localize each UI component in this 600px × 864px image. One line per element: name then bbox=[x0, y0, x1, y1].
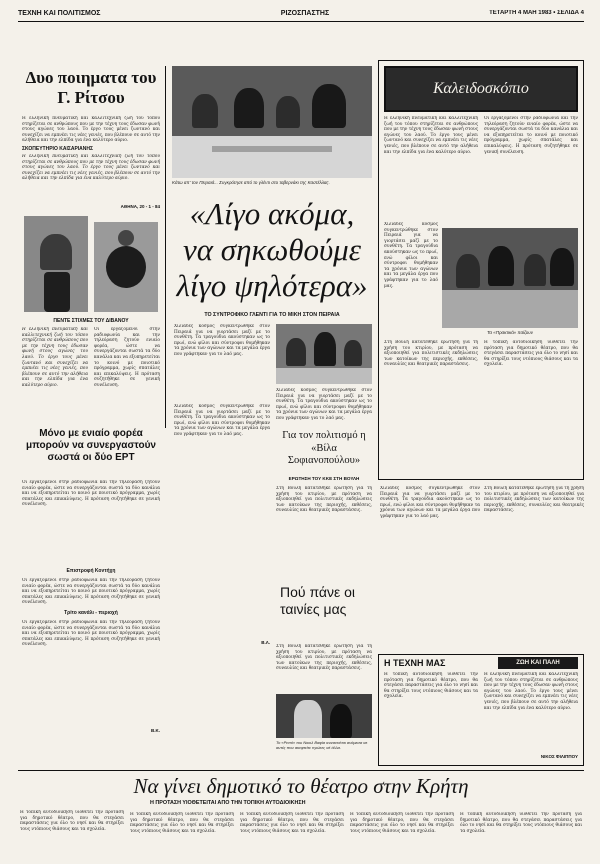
kaleidoscope-text-1: Η ελληνική πνευματική και καλλιτεχνική ζωή του τόπου στηρίζεται σε ανθρώπους που με την τέχνη τους έδωσαν φωνή στους αγώνες του λαού. Το έργο τους μένει ζωντανό και συνεχίζει να εμπνέει τις νέες γενιές, που βλέπουν σε αυτό την αλήθεια και την ελπίδα για ένα καλύτερο αύριο. bbox=[384, 116, 478, 155]
kaleidoscope-text-3: Χιλιάδες κόσμος συγκεντρώθηκε στον Πειραιά για να γιορτάσει μαζί με το συνθέτη. Τα τραγούδια ακούστηκαν ως το πρωί, ενώ φίλοι και σύντροφοι θυμήθηκαν τα χρόνια των αγώνων και τα μεγάλα έργα που γράφτηκαν για το λαό μας. bbox=[384, 222, 438, 289]
crete-text-5: Η τοπική αυτοδιοίκηση υιοθετεί την πρόταση για δημοτικό θέατρο, που θα στεγάσει παραστάσεις για όλο το νησί και θα στηρίξει τους ντόπιους θιάσους και τα σχολεία. bbox=[460, 812, 582, 834]
right-text-2: Στη Βουλή κατατέθηκε ερώτηση για τη χρήση του κτιρίου, με πρόταση να αξιοποιηθεί για πολιτιστικές εκδηλώσεις των κατοίκων της περιοχής, εκθέσεις, συναυλίες και θεατρικές παραστάσεις. bbox=[484, 486, 584, 514]
crete-subhead: Η ΠΡΟΤΑΣΗ ΥΙΟΘΕΤΕΙΤΑΙ ΑΠΟ ΤΗΝ ΤΟΠΙΚΗ ΑΥΤΟΔΙΟΙΚΗΣΗ bbox=[150, 800, 306, 806]
ert-text-1: Οι εργαζόμενοι στην ραδιοφωνία και την τηλεόραση ζητούν ενιαίο φορέα, ώστε να συνεργάζονται σωστά τα δύο κανάλια και να εξυπηρετείται το κοινό με ποιοτικό πρόγραμμα, χωρίς σπατάλες και επικαλύψεις. Η πρόταση συζητήθηκε σε γενική συνέλευση. bbox=[22, 480, 160, 508]
theodorakis-headline: «Λίγο ακόμα, να σηκωθούμε λίγο ψηλότερα» bbox=[176, 196, 368, 303]
kaleidoscope-title: Καλειδοσκόπιο bbox=[433, 80, 529, 97]
kaleidoscope-photo bbox=[442, 228, 578, 328]
ritsos-portrait bbox=[24, 216, 88, 312]
sofianopoulou-title: Για τον πολιτισμό η «Βίλα Σοφιανοπούλου» bbox=[282, 430, 366, 466]
tainies-photo bbox=[276, 694, 372, 738]
ert-sign: Β.Κ. bbox=[151, 728, 160, 733]
ert-sub1: Επιστροφή Κοντήχη bbox=[66, 568, 116, 574]
kaleidoscope-photo-caption: Τα «Πρακτικά» παίζουν bbox=[487, 330, 533, 335]
header-section: ΤΕΧΝΗ ΚΑΙ ΠΟΛΙΤΙΣΜΟΣ bbox=[18, 10, 101, 17]
tainies-text: Στη Βουλή κατατέθηκε ερώτηση για τη χρήση του κτιρίου, με πρόταση να αξιοποιηθεί για πολιτιστικές εκδηλώσεις των κατοίκων της περιοχής, εκθέσεις, συναυλίες και θεατρικές παραστάσεις. bbox=[276, 644, 372, 672]
techni-mas-text-1: Η τοπική αυτοδιοίκηση υιοθετεί την πρόταση για δημοτικό θέατρο, που θα στεγάσει παραστάσεις για όλο το νησί και θα στηρίξει τους ντόπιους θιάσους και τα σχολεία. bbox=[384, 672, 478, 700]
crete-headline: Να γίνει δημοτικό το θέατρο στην Κρήτη bbox=[133, 774, 469, 798]
theodorakis-photo-2 bbox=[276, 324, 372, 384]
sofianopoulou-text: Στη Βουλή κατατέθηκε ερώτηση για τη χρήση του κτιρίου, με πρόταση να αξιοποιηθεί για πολιτιστικές εκδηλώσεις των κατοίκων της περιοχής, εκθέσεις, συναυλίες και θεατρικές παραστάσεις. bbox=[276, 486, 372, 514]
kaleidoscope-text-5: Η τοπική αυτοδιοίκηση υιοθετεί την πρόταση για δημοτικό θέατρο, που θα στεγάσει παραστάσεις για όλο το νησί και θα στηρίξει τους ντόπιους θιάσους και τα σχολεία. bbox=[484, 340, 578, 368]
techni-mas-stamp: ΖΩΗ ΚΑΙ ΠΑΛΗ bbox=[498, 657, 578, 669]
theodorakis-text-3: Χιλιάδες κόσμος συγκεντρώθηκε στον Πειραιά για να γιορτάσει μαζί με το συνθέτη. Τα τραγούδια ακούστηκαν ως το πρωί, ενώ φίλοι και σύντροφοι θυμήθηκαν τα χρόνια των αγώνων και τα μεγάλα έργα που γράφτηκαν για το λαό μας. bbox=[174, 404, 270, 437]
crete-text-2: Η τοπική αυτοδιοίκηση υιοθετεί την πρόταση για δημοτικό θέατρο, που θα στεγάσει παραστάσεις για όλο το νησί και θα στηρίξει τους ντόπιους θιάσους και τα σχολεία. bbox=[130, 812, 234, 834]
ritsos-poem2-title: ΠΕΝΤΕ ΣΤΙΧΜΕΣ ΤΟΥ ΔΙΒΑΝΟΥ bbox=[53, 318, 129, 324]
ritsos-title: Δυο ποιηματα του Γ. Ρίτσου bbox=[25, 68, 157, 107]
theodorakis-sign: Β.Λ. bbox=[261, 640, 270, 645]
techni-mas-sign: ΝΙΚΟΣ ΦΙΛΙΠΠΟΥ bbox=[540, 754, 578, 759]
tainies-title: Πού πάνε οι ταινίες μας bbox=[280, 584, 356, 617]
ritsos-sculpture bbox=[94, 222, 158, 312]
ritsos-poem2-text: Η ελληνική πνευματική και καλλιτεχνική ζωή του τόπου στηρίζεται σε ανθρώπους που με την τέχνη τους έδωσαν φωνή στους αγώνες του λαού. Το έργο τους μένει ζωντανό και συνεχίζει να εμπνέει τις νέες γενιές, που βλέπουν σε αυτό την αλήθεια και την ελπίδα για ένα καλύτερο αύριο. bbox=[22, 327, 88, 388]
crete-text-1: Η τοπική αυτοδιοίκηση υιοθετεί την πρόταση για δημοτικό θέατρο, που θα στεγάσει παραστάσεις για όλο το νησί και θα στηρίξει τους ντόπιους θιάσους και τα σχολεία. bbox=[20, 810, 124, 832]
crete-rule bbox=[18, 770, 584, 771]
kaleidoscope-text-4: Στη Βουλή κατατέθηκε ερώτηση για τη χρήση του κτιρίου, με πρόταση να αξιοποιηθεί για πολιτιστικές εκδηλώσεις των κατοίκων της περιοχής, εκθέσεις, συναυλίες και θεατρικές παραστάσεις. bbox=[384, 340, 478, 368]
theodorakis-text-1: Χιλιάδες κόσμος συγκεντρώθηκε στον Πειραιά για να γιορτάσει μαζί με το συνθέτη. Τα τραγούδια ακούστηκαν ως το πρωί, ενώ φίλοι και σύντροφοι θυμήθηκαν τα χρόνια των αγώνων και τα μεγάλα έργα που γράφτηκαν για το λαό μας. bbox=[174, 324, 270, 357]
crete-text-4: Η τοπική αυτοδιοίκηση υιοθετεί την πρόταση για δημοτικό θέατρο, που θα στεγάσει παραστάσεις για όλο το νησί και θα στηρίξει τους ντόπιους θιάσους και τα σχολεία. bbox=[350, 812, 454, 834]
header-paper: ΡΙΖΟΣΠΑΣΤΗΣ bbox=[280, 10, 330, 17]
techni-mas-title: Η ΤΕΧΝΗ ΜΑΣ bbox=[384, 658, 446, 668]
ritsos-poem1-title: ΣΚΟΠΕΥΤΗΡΙΟ ΚΑΙΣΑΡΙΑΝΗΣ bbox=[22, 146, 93, 152]
ert-text-2: Οι εργαζόμενοι στην ραδιοφωνία και την τηλεόραση ζητούν ενιαίο φορέα, ώστε να συνεργάζονται σωστά τα δύο κανάλια και να εξυπηρετείται το κοινό με ποιοτικό πρόγραμμα, χωρίς σπατάλες και επικαλύψεις. Η πρόταση συζητήθηκε σε γενική συνέλευση. bbox=[22, 578, 160, 606]
tainies-photo-caption: Το «Ρεπό» του Νικολ Βαφία συναντιέται ανάμεσα σε αυτές που σκεφτείτε πρώτες σέ άλλα. bbox=[276, 740, 368, 750]
theodorakis-subhead: ΤΟ ΣΥΝΤΡΟΦΙΚΟ ΓΛΕΝΤΙ ΓΙΑ ΤΟ ΜΙΚΗ ΣΤΟΝ ΠΕΙΡΑΙΑ bbox=[204, 312, 340, 318]
sofianopoulou-subhead: ΕΡΩΤΗΣΗ ΤΟΥ ΚΚΕ ΣΤΗ ΒΟΥΛΗ bbox=[288, 476, 360, 481]
ert-sub2: Τρίτο κανάλι - περιοχή bbox=[64, 610, 118, 616]
ert-title: Μόνο με ενιαίο φορέα μπορούν να συνεργαστούν σωστά οι δύο ΕΡΤ bbox=[26, 428, 156, 463]
ritsos-intro: Η ελληνική πνευματική και καλλιτεχνική ζωή του τόπου στηρίζεται σε ανθρώπους που με την τέχνη τους έδωσαν φωνή στους αγώνες του λαού. Το έργο τους μένει ζωντανό και συνεχίζει να εμπνέει τις νέες γενιές, που βλέπουν σε αυτό την αλήθεια και την ελπίδα για ένα καλύτερο αύριο. bbox=[22, 116, 160, 144]
crete-text-3: Η τοπική αυτοδιοίκηση υιοθετεί την πρόταση για δημοτικό θέατρο, που θα στεγάσει παραστάσεις για όλο το νησί και θα στηρίξει τους ντόπιους θιάσους και τα σχολεία. bbox=[240, 812, 344, 834]
ritsos-poem1-text: Η ελληνική πνευματική και καλλιτεχνική ζωή του τόπου στηρίζεται σε ανθρώπους που με την τέχνη τους έδωσαν φωνή στους αγώνες του λαού. Το έργο τους μένει ζωντανό και συνεχίζει να εμπνέει τις νέες γενιές, που βλέπουν σε αυτό την αλήθεια και την ελπίδα για ένα καλύτερο αύριο. bbox=[22, 154, 160, 182]
theodorakis-photo bbox=[172, 66, 372, 178]
techni-mas-text-2: Η ελληνική πνευματική και καλλιτεχνική ζωή του τόπου στηρίζεται σε ανθρώπους που με την τέχνη τους έδωσαν φωνή στους αγώνες του λαού. Το έργο τους μένει ζωντανό και συνεχίζει να εμπνέει τις νέες γενιές, που βλέπουν σε αυτό την αλήθεια και την ελπίδα για ένα καλύτερο αύριο. bbox=[484, 672, 578, 711]
header-date: ΤΕΤΑΡΤΗ 4 ΜΑΗ 1983 • ΣΕΛΙΔΑ 4 bbox=[489, 10, 584, 16]
theodorakis-text-2: Χιλιάδες κόσμος συγκεντρώθηκε στον Πειραιά για να γιορτάσει μαζί με το συνθέτη. Τα τραγούδια ακούστηκαν ως το πρωί, ενώ φίλοι και σύντροφοι θυμήθηκαν τα χρόνια των αγώνων και τα μεγάλα έργα που γράφτηκαν για το λαό μας. bbox=[276, 388, 372, 421]
ert-text-3: Οι εργαζόμενοι στην ραδιοφωνία και την τηλεόραση ζητούν ενιαίο φορέα, ώστε να συνεργάζονται σωστά τα δύο κανάλια και να εξυπηρετείται το κοινό με ποιοτικό πρόγραμμα, χωρίς σπατάλες και επικαλύψεις. Η πρόταση συζητήθηκε σε γενική συνέλευση. bbox=[22, 620, 160, 648]
theodorakis-photo-caption: Κάτω απ' τον Πειραιά... Συγκρότησε από το γλέντι στο ταβερνάκι της Καστέλλας. bbox=[172, 180, 330, 185]
ritsos-poem2-text-b: Οι εργαζόμενοι στην ραδιοφωνία και την τηλεόραση ζητούν ενιαίο φορέα, ώστε να συνεργάζονται σωστά τα δύο κανάλια και να εξυπηρετείται το κοινό με ποιοτικό πρόγραμμα, χωρίς σπατάλες και επικαλύψεις. Η πρόταση συζητήθηκε σε γενική συνέλευση. bbox=[94, 327, 160, 388]
right-text-1: Χιλιάδες κόσμος συγκεντρώθηκε στον Πειραιά για να γιορτάσει μαζί με το συνθέτη. Τα τραγούδια ακούστηκαν ως το πρωί, ενώ φίλοι και σύντροφοι θυμήθηκαν τα χρόνια των αγώνων και τα μεγάλα έργα που γράφτηκαν για το λαό μας. bbox=[380, 486, 480, 519]
ritsos-poem1-date: ΑΘΗΝΑ, 20 - 1 - 84 bbox=[120, 204, 160, 209]
kaleidoscope-text-2: Οι εργαζόμενοι στην ραδιοφωνία και την τηλεόραση ζητούν ενιαίο φορέα, ώστε να συνεργάζονται σωστά τα δύο κανάλια και να εξυπηρετείται το κοινό με ποιοτικό πρόγραμμα, χωρίς σπατάλες και επικαλύψεις. Η πρόταση συζητήθηκε σε γενική συνέλευση. bbox=[484, 116, 578, 155]
header-rule bbox=[18, 21, 584, 22]
